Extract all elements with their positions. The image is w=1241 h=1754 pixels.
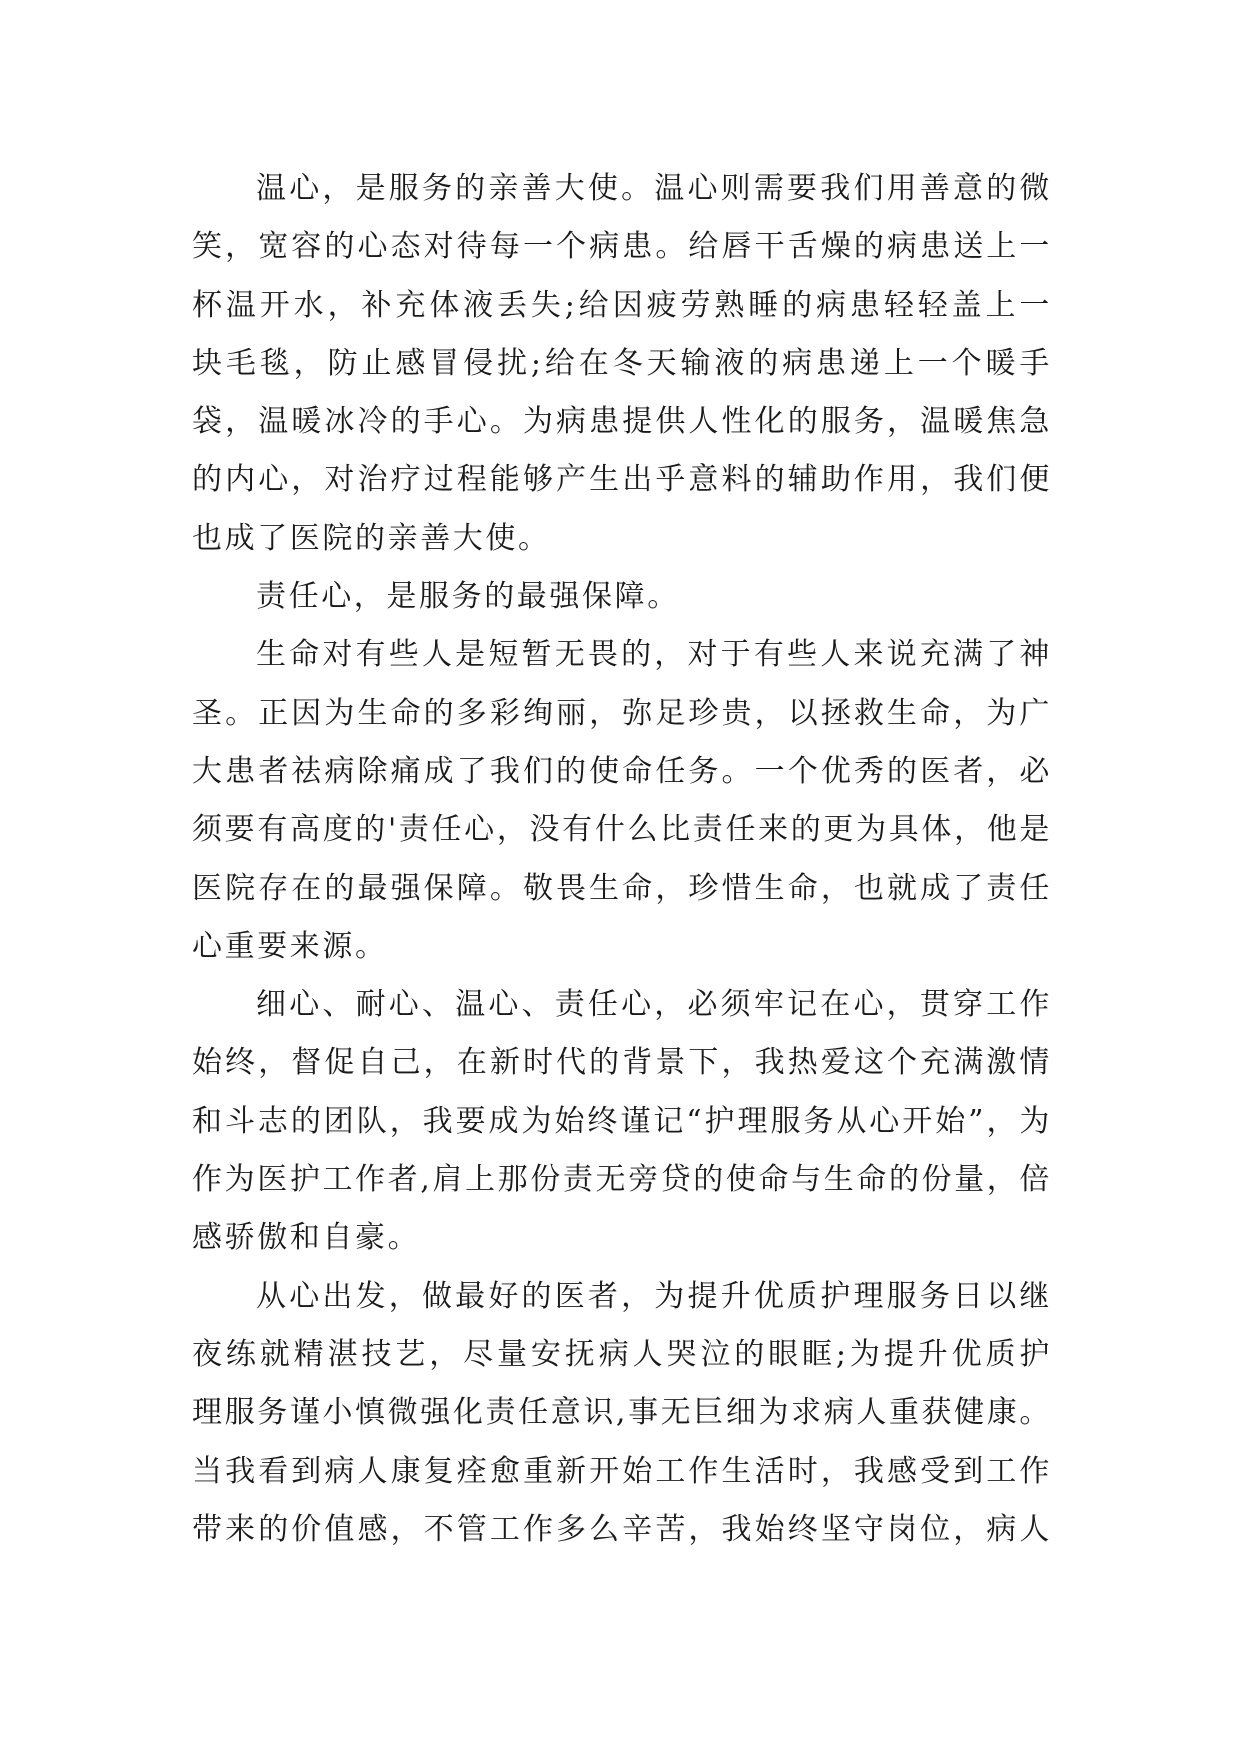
paragraph-life: 生命对有些人是短暂无畏的，对于有些人来说充满了神圣。正因为生命的多彩绚丽，弥足珍贵，以拯救生命，为广大患者祛病除痛成了我们的使命任务。一个优秀的医者，必须要有高度的'责任心，没有什么比责任来的更为具体，他是医院存在的最强保障。敬畏生命，珍惜生命，也就成了责任心重要来源。: [192, 637, 1052, 964]
paragraph-start-from-heart: 从心出发，做最好的医者，为提升优质护理服务日以继夜练就精湛技艺，尽量安抚病人哭泣的眼眶;为提升优质护理服务谨小慎微强化责任意识,事无巨细为求病人重获健康。当我看到病人康复痊愈重新开始工作生活时，我感受到工作带来的价值感，不管工作多么辛苦，我始终坚守岗位，病人: [192, 1278, 1052, 1547]
document-body: [192, 160, 1052, 1559]
paragraph-responsibility-heading: 责任心，是服务的最强保障。: [256, 579, 680, 615]
paragraph-four-hearts: 细心、耐心、温心、责任心，必须牢记在心，贯穿工作始终，督促自己，在新时代的背景下，我热爱这个充满激情和斗志的团队，我要成为始终谨记“护理服务从心开始”，为作为医护工作者,肩上那份责无旁贷的使命与生命的份量，倍感骄傲和自豪。: [192, 987, 1052, 1256]
paragraph-warm-heart: 温心，是服务的亲善大使。温心则需要我们用善意的微笑，宽容的心态对待每一个病患。给唇干舌燥的病患送上一杯温开水，补充体液丢失;给因疲劳熟睡的病患轻轻盖上一块毛毯，防止感冒侵扰;给在冬天输液的病患递上一个暖手袋，温暖冰冷的手心。为病患提供人性化的服务，温暖焦急的内心，对治疗过程能够产生出乎意料的辅助作用，我们便也成了医院的亲善大使。: [192, 171, 1052, 556]
